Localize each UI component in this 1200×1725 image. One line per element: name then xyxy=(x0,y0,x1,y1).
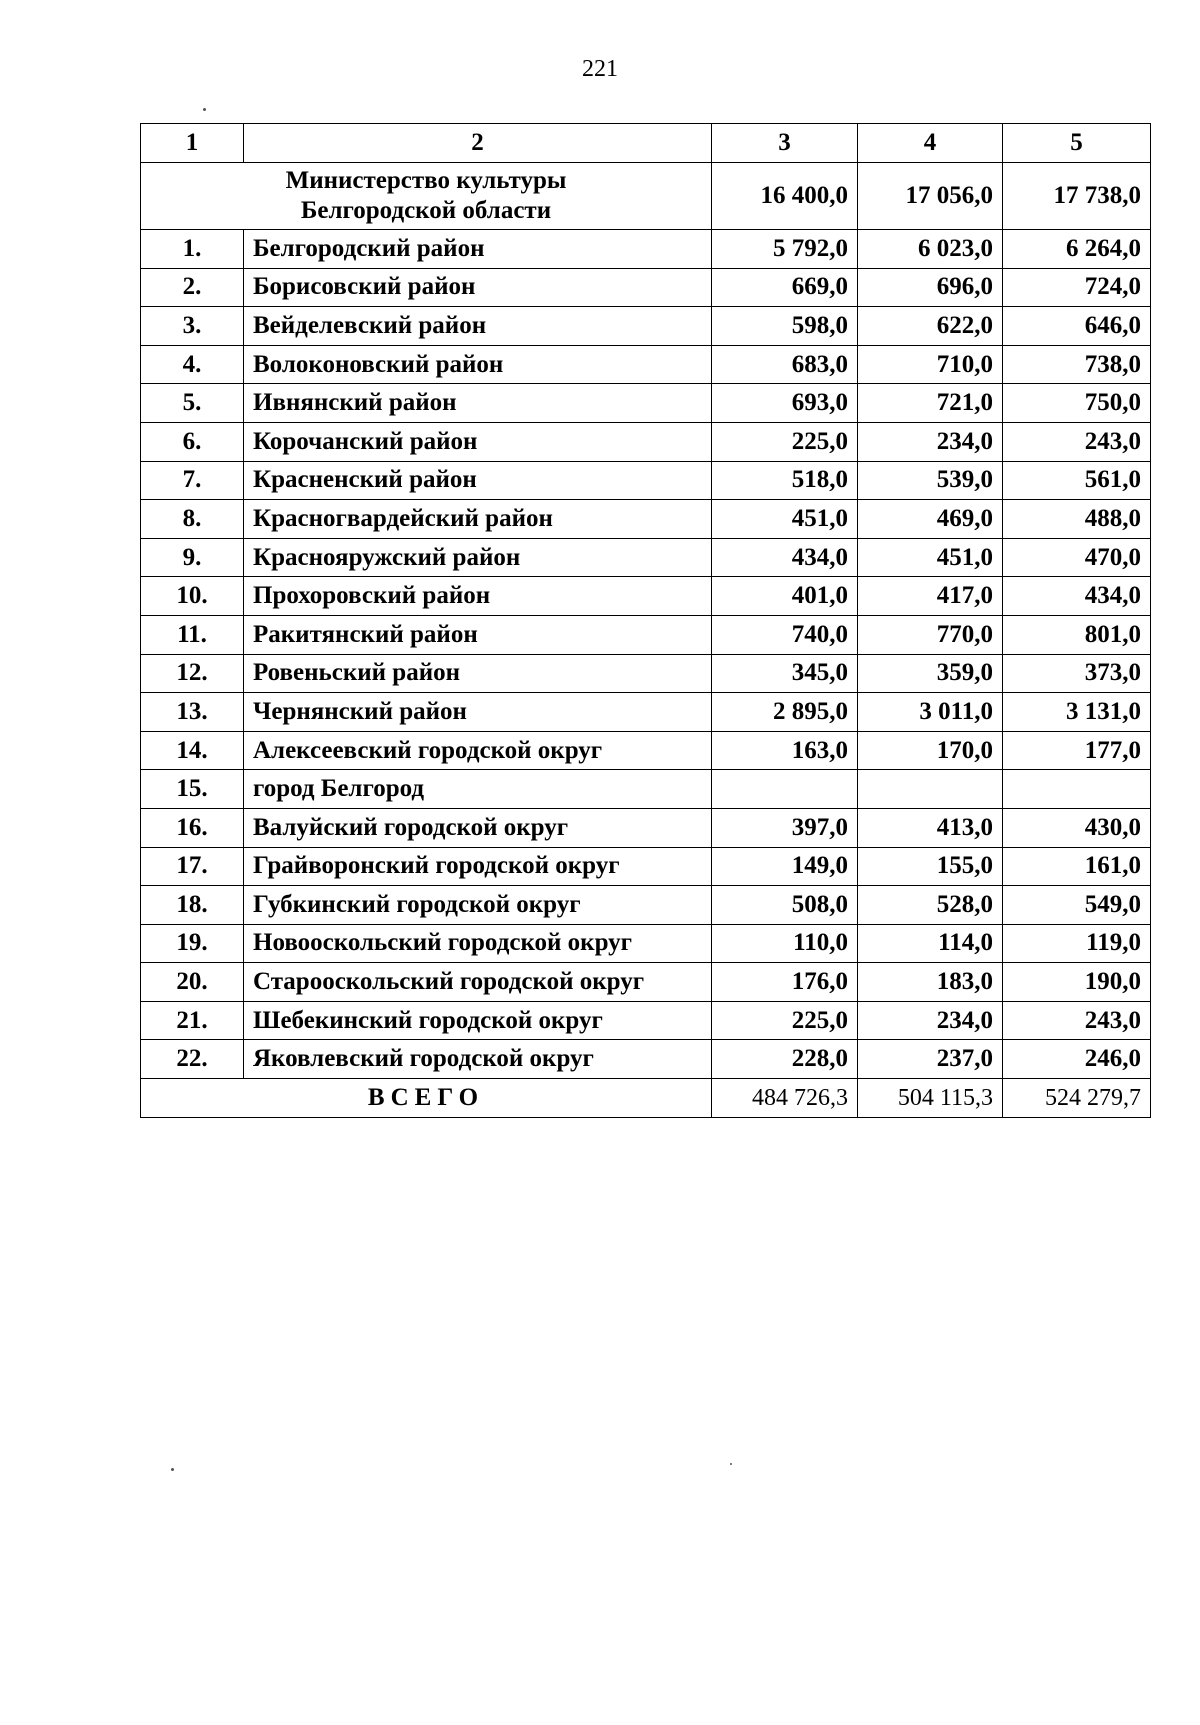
row-value-col3: 345,0 xyxy=(712,654,858,693)
row-value-col4: 770,0 xyxy=(858,615,1003,654)
row-name: Шебекинский городской округ xyxy=(244,1001,712,1040)
row-value-col3: 401,0 xyxy=(712,577,858,616)
row-number: 11. xyxy=(141,615,244,654)
row-value-col4: 359,0 xyxy=(858,654,1003,693)
row-value-col5: 801,0 xyxy=(1003,615,1151,654)
total-value-col4: 504 115,3 xyxy=(858,1079,1003,1118)
row-value-col4: 114,0 xyxy=(858,924,1003,963)
row-value-col4: 170,0 xyxy=(858,731,1003,770)
table-row xyxy=(141,924,1151,963)
row-value-col5: 488,0 xyxy=(1003,500,1151,539)
header-col-3: 3 xyxy=(712,124,858,163)
row-value-col3: 397,0 xyxy=(712,808,858,847)
row-value-col4: 539,0 xyxy=(858,461,1003,500)
scan-speck xyxy=(730,1463,732,1465)
row-value-col4: 721,0 xyxy=(858,384,1003,423)
row-value-col5: 738,0 xyxy=(1003,345,1151,384)
table-row xyxy=(141,615,1151,654)
row-number: 8. xyxy=(141,500,244,539)
row-value-col4: 413,0 xyxy=(858,808,1003,847)
row-value-col3: 740,0 xyxy=(712,615,858,654)
row-value-col4: 696,0 xyxy=(858,268,1003,307)
row-value-col4: 3 011,0 xyxy=(858,693,1003,732)
row-value-col5: 177,0 xyxy=(1003,731,1151,770)
row-value-col5 xyxy=(1003,770,1151,809)
row-number: 10. xyxy=(141,577,244,616)
row-number: 1. xyxy=(141,230,244,269)
row-name: Белгородский район xyxy=(244,230,712,269)
row-name: Ракитянский район xyxy=(244,615,712,654)
row-value-col4 xyxy=(858,770,1003,809)
row-value-col4: 6 023,0 xyxy=(858,230,1003,269)
ministry-name-line2: Белгородской области xyxy=(300,197,552,224)
table-row xyxy=(141,268,1151,307)
ministry-value-col4: 17 056,0 xyxy=(858,163,1003,230)
row-value-col5: 434,0 xyxy=(1003,577,1151,616)
row-value-col5: 161,0 xyxy=(1003,847,1151,886)
header-col-5: 5 xyxy=(1003,124,1151,163)
ministry-name-cell xyxy=(141,163,712,230)
row-name: Ровеньский район xyxy=(244,654,712,693)
row-value-col3: 228,0 xyxy=(712,1040,858,1079)
table-row xyxy=(141,538,1151,577)
ministry-name-line1: Министерство культуры xyxy=(285,167,567,194)
row-value-col4: 234,0 xyxy=(858,422,1003,461)
row-number: 2. xyxy=(141,268,244,307)
row-number: 18. xyxy=(141,886,244,925)
row-value-col4: 417,0 xyxy=(858,577,1003,616)
table-row xyxy=(141,461,1151,500)
row-name: Чернянский район xyxy=(244,693,712,732)
budget-table xyxy=(140,123,1151,1118)
row-value-col3: 598,0 xyxy=(712,307,858,346)
row-value-col3 xyxy=(712,770,858,809)
table-row xyxy=(141,808,1151,847)
row-name: Алексеевский городской округ xyxy=(244,731,712,770)
row-value-col4: 710,0 xyxy=(858,345,1003,384)
row-value-col5: 119,0 xyxy=(1003,924,1151,963)
row-value-col3: 518,0 xyxy=(712,461,858,500)
row-value-col5: 3 131,0 xyxy=(1003,693,1151,732)
total-value-col3: 484 726,3 xyxy=(712,1079,858,1118)
row-value-col5: 470,0 xyxy=(1003,538,1151,577)
row-value-col3: 225,0 xyxy=(712,422,858,461)
row-number: 3. xyxy=(141,307,244,346)
ministry-value-col3: 16 400,0 xyxy=(712,163,858,230)
row-number: 5. xyxy=(141,384,244,423)
row-value-col4: 622,0 xyxy=(858,307,1003,346)
scan-speck xyxy=(171,1468,174,1471)
row-value-col3: 176,0 xyxy=(712,963,858,1002)
table-row xyxy=(141,345,1151,384)
row-name: Ивнянский район xyxy=(244,384,712,423)
row-value-col5: 561,0 xyxy=(1003,461,1151,500)
row-number: 6. xyxy=(141,422,244,461)
row-value-col4: 183,0 xyxy=(858,963,1003,1002)
table-row xyxy=(141,731,1151,770)
table-row xyxy=(141,1001,1151,1040)
header-row xyxy=(141,124,1151,163)
row-number: 4. xyxy=(141,345,244,384)
row-value-col3: 693,0 xyxy=(712,384,858,423)
table-row xyxy=(141,1040,1151,1079)
row-value-col3: 434,0 xyxy=(712,538,858,577)
row-name: город Белгород xyxy=(244,770,712,809)
table-row xyxy=(141,886,1151,925)
row-value-col5: 646,0 xyxy=(1003,307,1151,346)
table-row xyxy=(141,500,1151,539)
total-row xyxy=(141,1079,1151,1118)
row-value-col4: 237,0 xyxy=(858,1040,1003,1079)
row-number: 16. xyxy=(141,808,244,847)
row-name: Яковлевский городской округ xyxy=(244,1040,712,1079)
header-col-1: 1 xyxy=(141,124,244,163)
row-value-col4: 469,0 xyxy=(858,500,1003,539)
row-name: Борисовский район xyxy=(244,268,712,307)
table-row xyxy=(141,230,1151,269)
row-value-col5: 724,0 xyxy=(1003,268,1151,307)
row-name: Новооскольский городской округ xyxy=(244,924,712,963)
row-name: Корочанский район xyxy=(244,422,712,461)
row-number: 14. xyxy=(141,731,244,770)
row-name: Грайворонский городской округ xyxy=(244,847,712,886)
table-row xyxy=(141,693,1151,732)
row-value-col5: 549,0 xyxy=(1003,886,1151,925)
row-name: Вейделевский район xyxy=(244,307,712,346)
row-value-col5: 750,0 xyxy=(1003,384,1151,423)
total-label: ВСЕГО xyxy=(141,1079,712,1118)
table-row xyxy=(141,770,1151,809)
table-row xyxy=(141,307,1151,346)
table-row xyxy=(141,384,1151,423)
row-value-col3: 683,0 xyxy=(712,345,858,384)
row-value-col5: 6 264,0 xyxy=(1003,230,1151,269)
row-value-col5: 373,0 xyxy=(1003,654,1151,693)
header-col-2: 2 xyxy=(244,124,712,163)
row-value-col3: 225,0 xyxy=(712,1001,858,1040)
row-name: Краснояружский район xyxy=(244,538,712,577)
row-value-col5: 243,0 xyxy=(1003,422,1151,461)
row-value-col5: 430,0 xyxy=(1003,808,1151,847)
row-name: Прохоровский район xyxy=(244,577,712,616)
row-number: 21. xyxy=(141,1001,244,1040)
row-number: 13. xyxy=(141,693,244,732)
row-value-col3: 149,0 xyxy=(712,847,858,886)
row-value-col5: 243,0 xyxy=(1003,1001,1151,1040)
row-value-col3: 451,0 xyxy=(712,500,858,539)
row-value-col3: 669,0 xyxy=(712,268,858,307)
row-name: Губкинский городской округ xyxy=(244,886,712,925)
row-value-col3: 163,0 xyxy=(712,731,858,770)
ministry-row xyxy=(141,163,1151,230)
row-value-col4: 451,0 xyxy=(858,538,1003,577)
row-number: 17. xyxy=(141,847,244,886)
row-number: 7. xyxy=(141,461,244,500)
page-number: 221 xyxy=(582,56,618,82)
row-value-col3: 110,0 xyxy=(712,924,858,963)
row-number: 12. xyxy=(141,654,244,693)
table-row xyxy=(141,847,1151,886)
row-value-col3: 2 895,0 xyxy=(712,693,858,732)
total-value-col5: 524 279,7 xyxy=(1003,1079,1151,1118)
row-number: 19. xyxy=(141,924,244,963)
row-value-col4: 155,0 xyxy=(858,847,1003,886)
row-value-col3: 5 792,0 xyxy=(712,230,858,269)
row-name: Волоконовский район xyxy=(244,345,712,384)
table-row xyxy=(141,422,1151,461)
ministry-value-col5: 17 738,0 xyxy=(1003,163,1151,230)
row-name: Красненский район xyxy=(244,461,712,500)
row-number: 20. xyxy=(141,963,244,1002)
row-name: Красногвардейский район xyxy=(244,500,712,539)
table-row xyxy=(141,654,1151,693)
row-name: Старооскольский городской округ xyxy=(244,963,712,1002)
table-row xyxy=(141,963,1151,1002)
row-value-col3: 508,0 xyxy=(712,886,858,925)
scan-speck xyxy=(203,108,206,111)
row-value-col5: 190,0 xyxy=(1003,963,1151,1002)
row-number: 15. xyxy=(141,770,244,809)
header-col-4: 4 xyxy=(858,124,1003,163)
row-value-col4: 528,0 xyxy=(858,886,1003,925)
row-value-col4: 234,0 xyxy=(858,1001,1003,1040)
row-number: 9. xyxy=(141,538,244,577)
row-value-col5: 246,0 xyxy=(1003,1040,1151,1079)
row-name: Валуйский городской округ xyxy=(244,808,712,847)
table-row xyxy=(141,577,1151,616)
row-number: 22. xyxy=(141,1040,244,1079)
